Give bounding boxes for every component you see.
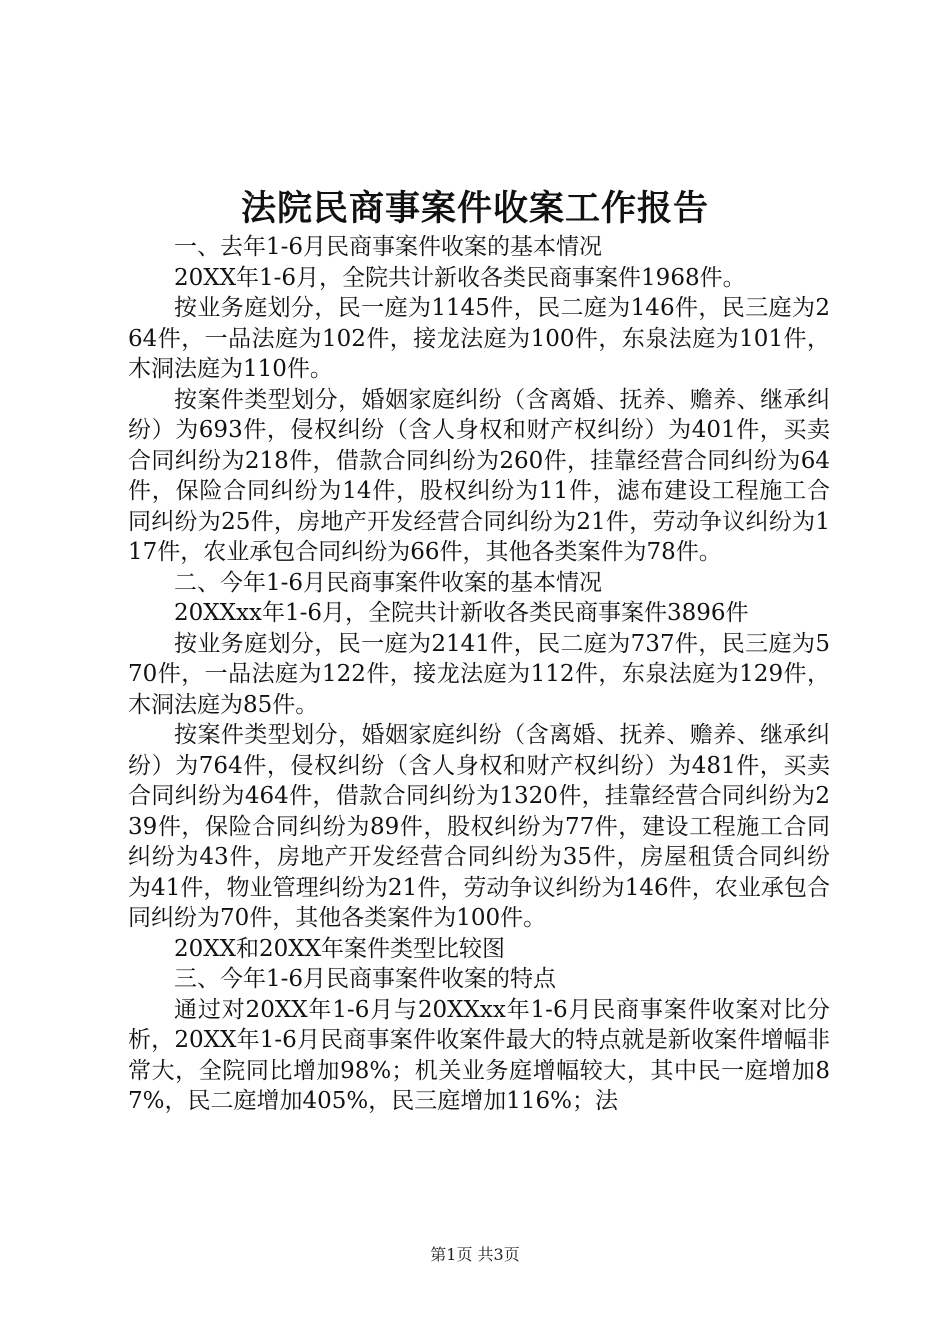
page-footer: 第1页 共3页: [430, 1245, 520, 1264]
document-title: 法院民商事案件收案工作报告: [240, 188, 709, 229]
paragraph: 按案件类型划分，婚姻家庭纠纷（含离婚、抚养、赡养、继承纠纷）为693件，侵权纠纷（含人身权和财产权纠纷）为401件，买卖合同纠纷为218件，借款合同纠纷为260件，挂靠经营合同纠纷为64件，保险合同纠纷为14件，股权纠纷为11件，滤布建设工程施工合同纠纷为25件，房地产开发经营合同纠纷为21件，劳动争议纠纷为117件，农业承包合同纠纷为66件，其他各类案件为78件。: [128, 386, 830, 565]
paragraph: 20XX年1-6月，全院共计新收各类民商事案件1968件。: [174, 264, 746, 291]
document-body: [128, 232, 830, 1117]
chart-caption: 20XX和20XX年案件类型比较图: [174, 935, 506, 962]
paragraph: 按业务庭划分，民一庭为1145件，民二庭为146件，民三庭为264件，一品法庭为102件，接龙法庭为100件，东泉法庭为101件，木洞法庭为110件。: [128, 295, 830, 382]
paragraph: 按案件类型划分，婚姻家庭纠纷（含离婚、抚养、赡养、继承纠纷）为764件，侵权纠纷（含人身权和财产权纠纷）为481件，买卖合同纠纷为464件，借款合同纠纷为1320件，挂靠经营合同纠纷为239件，保险合同纠纷为89件，股权纠纷为77件，建设工程施工合同纠纷为43件，房地产开发经营合同纠纷为35件，房屋租赁合同纠纷为41件，物业管理纠纷为21件，劳动争议纠纷为146件，农业承包合同纠纷为70件，其他各类案件为100件。: [128, 722, 830, 931]
paragraph: 通过对20XX年1-6月与20XXxx年1-6月民商事案件收案对比分析，20XX年1-6月民商事案件收案件最大的特点就是新收案件增幅非常大，全院同比增加98%；机关业务庭增幅较大，其中民一庭增加87%，民二庭增加405%，民三庭增加116%；法: [128, 996, 830, 1114]
section-heading-2: 二、今年1-6月民商事案件收案的基本情况: [174, 569, 603, 596]
section-heading-1: 一、去年1-6月民商事案件收案的基本情况: [174, 234, 603, 260]
paragraph: 20XXxx年1-6月，全院共计新收各类民商事案件3896件: [174, 600, 749, 626]
paragraph: 按业务庭划分，民一庭为2141件，民二庭为737件，民三庭为570件，一品法庭为122件，接龙法庭为112件，东泉法庭为129件，木洞法庭为85件。: [128, 630, 830, 718]
section-heading-3: 三、今年1-6月民商事案件收案的特点: [174, 966, 557, 992]
